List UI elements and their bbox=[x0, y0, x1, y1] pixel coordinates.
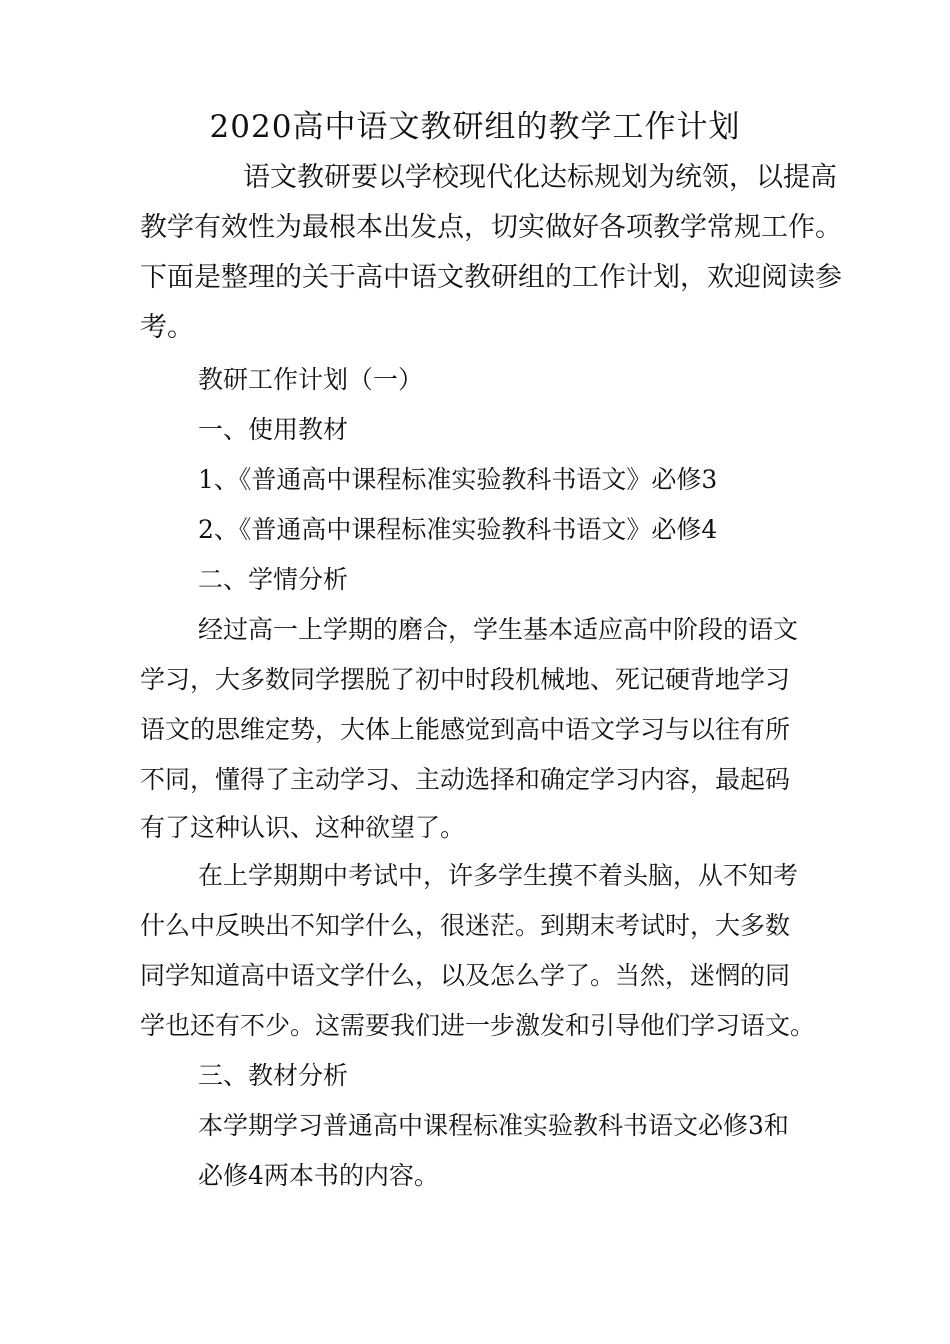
analysis-p1-line-1: 经过高一上学期的磨合，学生基本适应高中阶段的语文 bbox=[198, 615, 799, 644]
analysis-p1-line-5: 有了这种认识、这种欲望了。 bbox=[140, 813, 466, 842]
plan-heading: 教研工作计划（一） bbox=[198, 365, 424, 394]
analysis-p2-line-1: 在上学期期中考试中，许多学生摸不着头脑，从不知考 bbox=[198, 861, 799, 890]
textbook-line-2: 必修4两本书的内容。 bbox=[198, 1161, 439, 1190]
analysis-p2-line-4: 学也还有不少。这需要我们进一步激发和引导他们学习语文。 bbox=[140, 1011, 816, 1040]
analysis-p1-line-3: 语文的思维定势，大体上能感觉到高中语文学习与以往有所 bbox=[140, 715, 791, 744]
analysis-p1-line-4: 不同，懂得了主动学习、主动选择和确定学习内容，最起码 bbox=[140, 765, 791, 794]
analysis-p1-line-2: 学习，大多数同学摆脱了初中时段机械地、死记硬背地学习 bbox=[140, 665, 791, 694]
intro-line-1: 语文教研要以学校现代化达标规划为统领，以提高 bbox=[243, 162, 837, 193]
section-heading-textbook: 三、教材分析 bbox=[198, 1061, 349, 1090]
analysis-p2-line-3: 同学知道高中语文学什么，以及怎么学了。当然，迷惘的同 bbox=[140, 961, 791, 990]
section-heading-materials: 一、使用教材 bbox=[198, 415, 349, 444]
intro-line-3: 下面是整理的关于高中语文教研组的工作计划，欢迎阅读参 bbox=[140, 262, 842, 293]
analysis-p2-line-2: 什么中反映出不知学什么，很迷茫。到期末考试时，大多数 bbox=[140, 911, 791, 940]
textbook-line-1: 本学期学习普通高中课程标准实验教科书语文必修3和 bbox=[198, 1111, 789, 1140]
materials-item-1: 1、《普通高中课程标准实验教科书语文》必修3 bbox=[198, 465, 718, 494]
intro-line-2: 教学有效性为最根本出发点，切实做好各项教学常规工作。 bbox=[140, 212, 842, 243]
document-title: 2020高中语文教研组的教学工作计划 bbox=[209, 109, 741, 145]
materials-item-2: 2、《普通高中课程标准实验教科书语文》必修4 bbox=[198, 515, 718, 544]
section-heading-analysis: 二、学情分析 bbox=[198, 565, 349, 594]
intro-line-4: 考。 bbox=[140, 312, 194, 343]
